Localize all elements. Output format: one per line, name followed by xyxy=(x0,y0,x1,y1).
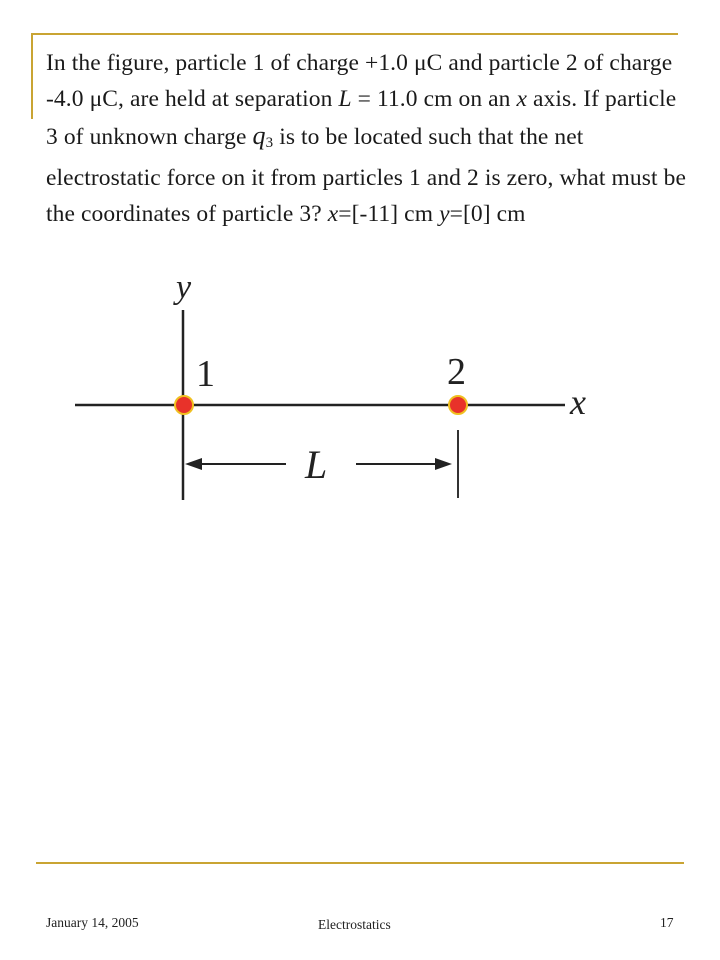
y-axis-label: y xyxy=(176,269,192,306)
separation-symbol: L xyxy=(338,85,352,112)
footer-page-number: 17 xyxy=(660,915,674,930)
particle-figure xyxy=(60,262,600,512)
problem-part-2: = 11.0 cm on an xyxy=(351,85,517,112)
particle-2 xyxy=(449,396,467,414)
footer-date: January 14, 2005 xyxy=(46,915,139,930)
answer-y-value: =[0] cm xyxy=(449,201,526,228)
separation-arrowhead-right xyxy=(435,458,452,470)
problem-part-1: In the figure, particle 1 of charge +1.0 μC and particle 2 of charge -4.0 μC, are held at separation xyxy=(46,50,673,112)
particle-1 xyxy=(175,396,193,414)
answer-y-label: y xyxy=(439,201,450,228)
answer-x-value: =[-11] cm xyxy=(338,201,440,228)
q-letter: q xyxy=(252,120,266,150)
footer-title: Electrostatics xyxy=(318,917,391,932)
q-subscript: 3 xyxy=(265,134,274,151)
charge-q3-symbol xyxy=(253,121,274,150)
particle-1-label: 1 xyxy=(196,353,215,395)
particle-2-label: 2 xyxy=(447,351,466,393)
separation-arrowhead-left xyxy=(185,458,202,470)
frame-left-line xyxy=(31,33,33,119)
separation-label: L xyxy=(305,442,328,487)
answer-x-label: x xyxy=(327,201,339,228)
problem-part-3: axis. If particle 3 of unknown charge xyxy=(46,85,677,150)
x-axis-symbol: x xyxy=(516,85,528,112)
problem-part-4: is to be located such that the net electrostatic force on it from particles 1 and 2 is zero, what must be the coordinates of particle 3? xyxy=(46,123,686,228)
footer-divider-line xyxy=(36,862,684,864)
problem-text xyxy=(46,46,686,233)
frame-top-line xyxy=(33,33,678,35)
x-axis-label: x xyxy=(570,382,586,422)
